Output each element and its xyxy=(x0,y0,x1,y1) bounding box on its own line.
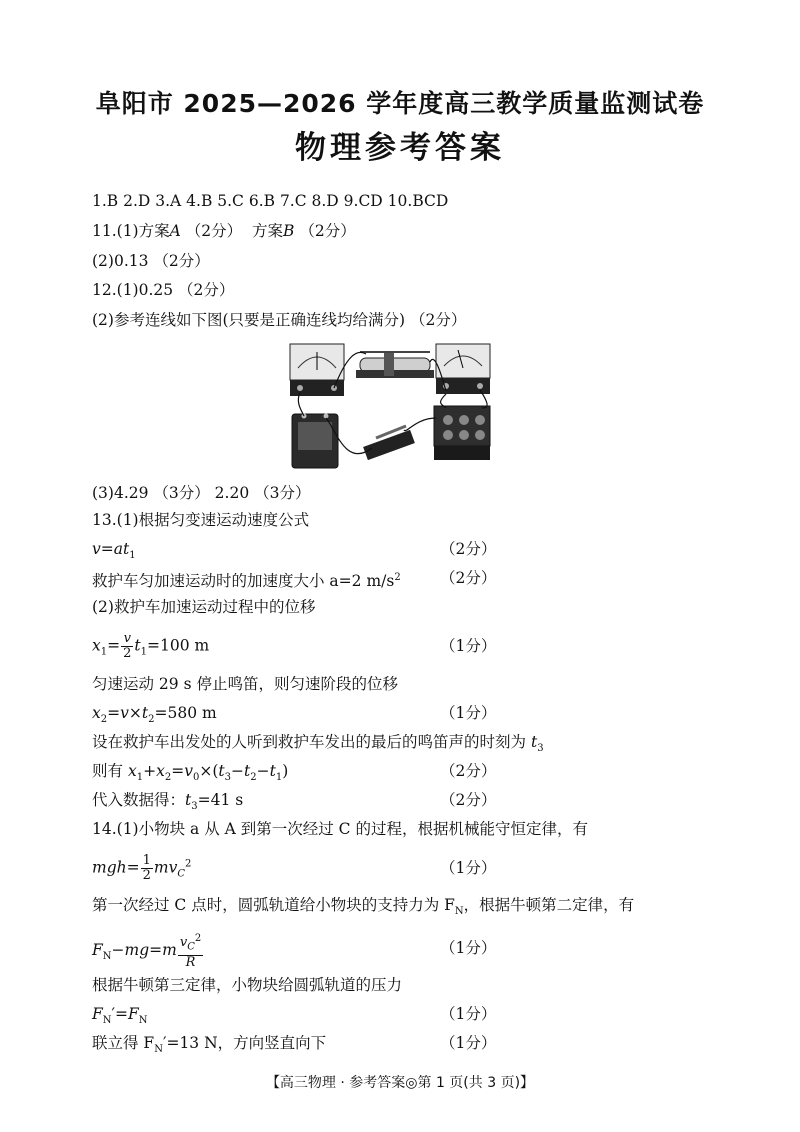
exam-title: 阜阳市 2025—2026 学年度高三教学质量监测试卷 xyxy=(95,89,705,118)
choice-answers: 1.B 2.D 3.A 4.B 5.C 6.B 7.C 8.D 9.CD 10.BCD xyxy=(92,192,449,210)
answer-title: 物理参考答案 xyxy=(295,130,505,166)
q14-score-1: （1分） xyxy=(440,859,497,877)
resistance-box-icon xyxy=(434,406,490,460)
q13-score-1: （2分） xyxy=(440,540,497,558)
q13-part1: 13.(1)根据匀变速运动速度公式 xyxy=(92,511,310,529)
q13-score-4: （1分） xyxy=(440,704,497,722)
q13-score-6: （2分） xyxy=(440,791,497,809)
circuit-photo xyxy=(286,338,496,474)
q14-eq-energy: mgh= $\frac{1}{2}$ $mv_C^2$ xyxy=(92,853,192,883)
q14-score-4: （1分） xyxy=(440,1034,497,1052)
battery-icon xyxy=(292,414,338,469)
q13-eq-x1: $x_1=$ $\frac{v}{2}$ $t_1=100$ m xyxy=(92,631,210,661)
page-footer: 【高三物理 · 参考答案◎第 1 页(共 3 页)】 xyxy=(265,1075,535,1091)
q13-part2: (2)救护车加速运动过程中的位移 xyxy=(92,598,316,616)
q13-uniform: 匀速运动 29 s 停止鸣笛，则匀速阶段的位移 xyxy=(92,675,398,693)
q14-eq-newton: $F_N-mg=m$ $\frac{v_C^2}{R}$ xyxy=(92,933,202,970)
q13-set: 设在救护车出发处的人听到救护车发出的最后的鸣笛声的时刻为 $t_3$ xyxy=(92,733,544,755)
q12-part2: (2)参考连线如下图(只要是正确连线均给满分) （2分） xyxy=(92,311,467,329)
q13-accel: 救护车匀加速运动时的加速度大小 a=2 $m/s^2$ xyxy=(92,572,401,591)
q14-support: 第一次经过 C 点时，圆弧轨道给小物块的支持力为 $F_N$，根据牛顿第二定律，有 xyxy=(92,896,635,918)
q13-score-3: （1分） xyxy=(440,637,497,655)
q13-score-5: （2分） xyxy=(440,762,497,780)
q14-third-law: 根据牛顿第三定律，小物块给圆弧轨道的压力 xyxy=(92,976,403,994)
q12-part1: 12.(1)0.25 （2分） xyxy=(92,281,235,299)
q13-relation: 则有 $x_1+x_2=v_0\times(t_3-t_2-t_1)$ xyxy=(92,762,289,784)
q14-part1: 14.(1)小物块 a 从 A 到第一次经过 C 的过程，根据机械能守恒定律，有 xyxy=(92,820,588,838)
q12-part3: (3)4.29 （3分） 2.20 （3分） xyxy=(92,484,311,502)
q14-combine: 联立得 $F_N'=13$ N，方向竖直向下 xyxy=(92,1034,327,1056)
q14-score-2: （1分） xyxy=(440,939,497,957)
q11-part1: 11.(1)方案A （2分） 方案B （2分） xyxy=(92,222,356,240)
q14-score-3: （1分） xyxy=(440,1005,497,1023)
q11-part2: (2)0.13 （2分） xyxy=(92,252,210,270)
voltmeter-icon xyxy=(290,344,344,396)
q13-substitute: 代入数据得：$t_3=41$ s xyxy=(92,791,244,813)
q14-eq-fn: $F_N'=F_N$ xyxy=(92,1005,148,1027)
q13-eq-v: $v=at_1$ xyxy=(92,540,136,562)
q13-eq-x2: $x_2=v\times t_2=580$ m xyxy=(92,704,217,726)
q13-score-2: （2分） xyxy=(440,569,497,587)
